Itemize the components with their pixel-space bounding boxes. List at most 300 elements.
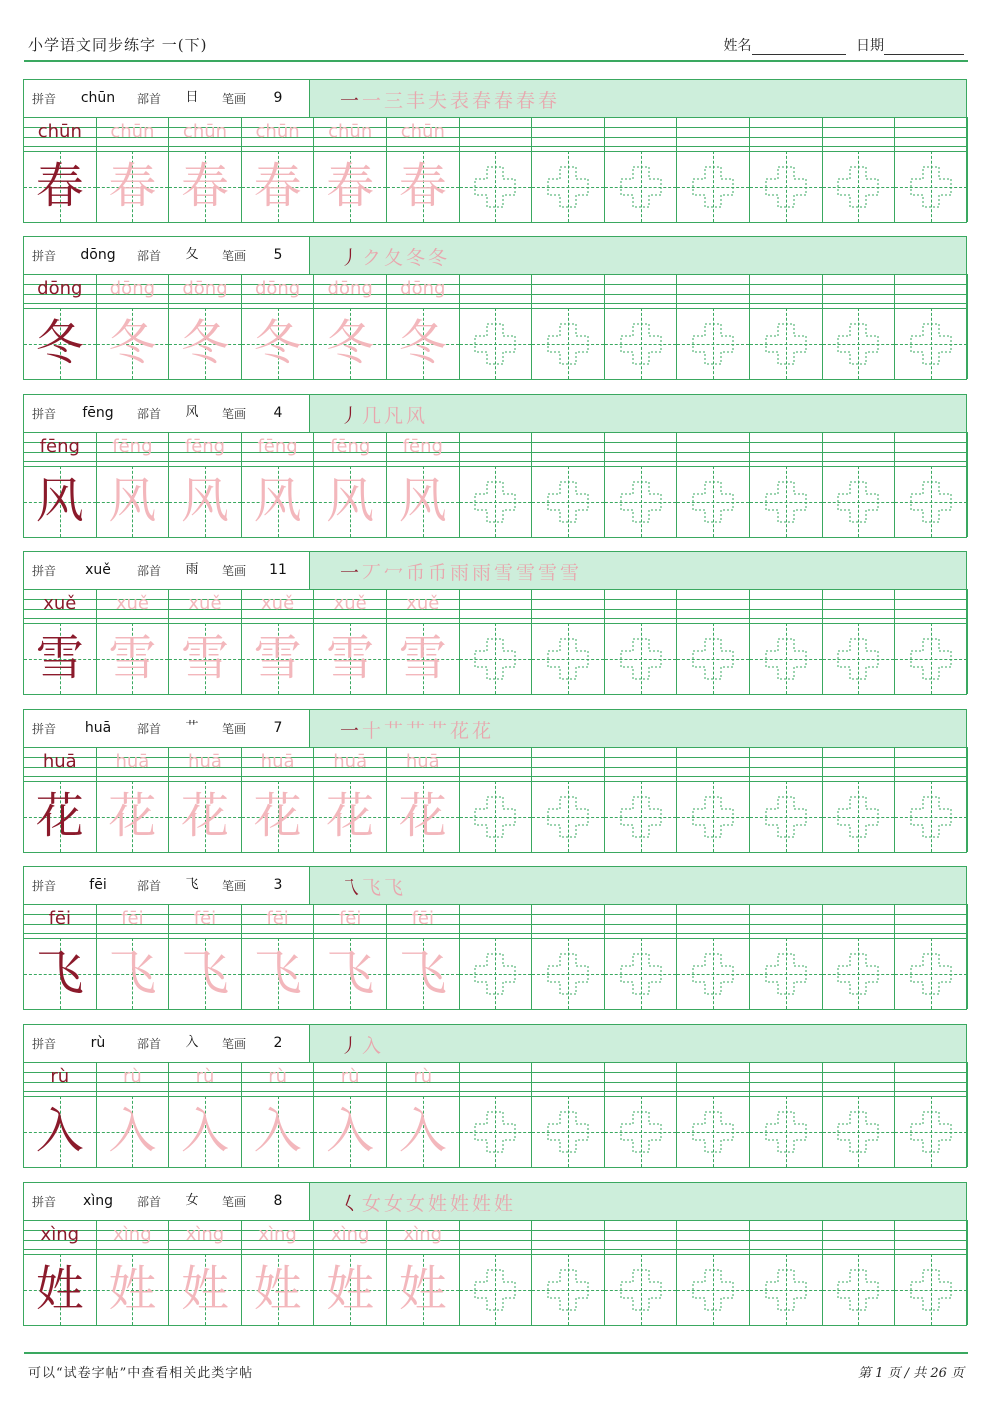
writing-cell[interactable]	[677, 151, 750, 222]
pinyin-blank-cell[interactable]	[677, 904, 750, 938]
cross-guide-icon	[691, 952, 735, 996]
pinyin-trace: fēi	[314, 904, 387, 938]
pinyin-trace: fēng	[314, 432, 387, 466]
radical-label: 部首	[137, 1195, 162, 1209]
stroke-order-strip	[309, 710, 966, 747]
trace-character: 冬	[398, 315, 447, 371]
writing-cell[interactable]	[460, 938, 533, 1009]
pinyin-blank-cell[interactable]	[460, 1062, 533, 1096]
writing-cell	[97, 781, 170, 852]
writing-cell	[387, 1096, 460, 1167]
pinyin-trace: chūn	[97, 117, 170, 151]
pinyin-blank-cell[interactable]	[460, 589, 533, 623]
cross-guide-icon	[764, 637, 808, 681]
pinyin-trace: huā	[242, 747, 315, 781]
pinyin-trace: fēng	[97, 432, 170, 466]
writing-cell[interactable]	[750, 781, 823, 852]
pinyin-box: rù	[67, 1030, 129, 1056]
trace-character: 春	[326, 158, 375, 214]
trace-character: 风	[398, 473, 447, 529]
writing-cell[interactable]	[460, 781, 533, 852]
writing-cell	[24, 1254, 97, 1325]
page-number: 第 1 页 / 共 26 页	[858, 1366, 964, 1381]
trace-character: 姓	[398, 1261, 447, 1317]
cross-guide-icon	[619, 795, 663, 839]
trace-character: 风	[326, 473, 375, 529]
character-info-bar	[24, 1183, 966, 1221]
writing-cell[interactable]	[460, 308, 533, 379]
stroke-count-box: 11	[257, 557, 299, 583]
trace-character: 风	[253, 473, 302, 529]
writing-cell[interactable]	[677, 308, 750, 379]
stroke-count-label: 笔画	[222, 1037, 247, 1051]
writing-cell[interactable]	[605, 938, 678, 1009]
pinyin-trace: fēng	[169, 432, 242, 466]
writing-cell[interactable]	[895, 308, 968, 379]
writing-cell	[242, 938, 315, 1009]
pinyin-blank-cell[interactable]	[532, 747, 605, 781]
pinyin-blank-cell[interactable]	[460, 432, 533, 466]
pinyin-blank-cell[interactable]	[460, 1220, 533, 1254]
character-block	[23, 1182, 967, 1326]
model-character: 春	[35, 158, 84, 214]
cross-guide-icon	[619, 1268, 663, 1312]
pinyin-trace: huā	[169, 747, 242, 781]
pinyin-blank-cell[interactable]	[532, 589, 605, 623]
pinyin-blank-cell[interactable]	[460, 747, 533, 781]
character-row	[24, 1254, 966, 1325]
pinyin-blank-cell[interactable]	[677, 432, 750, 466]
writing-cell[interactable]	[895, 1254, 968, 1325]
trace-character: 风	[180, 473, 229, 529]
pinyin-trace: dōng	[169, 274, 242, 308]
pinyin-blank-cell[interactable]	[750, 1220, 823, 1254]
stroke-order-sequence: 𡿨女女女姓姓姓姓	[340, 1193, 517, 1215]
pinyin-blank-cell[interactable]	[750, 432, 823, 466]
pinyin-blank-cell[interactable]	[532, 117, 605, 151]
cross-guide-icon	[764, 165, 808, 209]
cross-guide-icon	[909, 322, 953, 366]
stroke-order-strip	[309, 395, 966, 432]
pinyin-blank-cell[interactable]	[823, 432, 896, 466]
trace-character: 姓	[180, 1261, 229, 1317]
pinyin-trace: fēi	[169, 904, 242, 938]
writing-cell[interactable]	[895, 781, 968, 852]
writing-cell[interactable]	[823, 151, 896, 222]
writing-cell	[97, 151, 170, 222]
pinyin-blank-cell[interactable]	[750, 1062, 823, 1096]
stroke-count-box: 5	[257, 242, 299, 268]
trace-character: 入	[180, 1103, 229, 1159]
cross-guide-icon	[473, 1110, 517, 1154]
cross-guide-icon	[546, 637, 590, 681]
cross-guide-icon	[619, 1110, 663, 1154]
writing-cell	[314, 623, 387, 694]
cross-guide-icon	[909, 165, 953, 209]
writing-cell[interactable]	[677, 1096, 750, 1167]
stroke-count-label: 笔画	[222, 407, 247, 421]
writing-cell[interactable]	[605, 1254, 678, 1325]
writing-cell[interactable]	[460, 151, 533, 222]
writing-cell[interactable]	[460, 623, 533, 694]
pinyin-blank-cell[interactable]	[677, 747, 750, 781]
trace-character: 雪	[253, 630, 302, 686]
trace-character: 花	[398, 788, 447, 844]
pinyin-blank-cell[interactable]	[677, 117, 750, 151]
writing-cell[interactable]	[532, 781, 605, 852]
trace-character: 飞	[253, 945, 302, 1001]
cross-guide-icon	[546, 480, 590, 524]
writing-cell	[24, 466, 97, 537]
name-blank[interactable]	[752, 40, 846, 55]
pinyin-row	[24, 1220, 966, 1255]
pinyin-blank-cell[interactable]	[677, 274, 750, 308]
pinyin-blank-cell[interactable]	[532, 904, 605, 938]
writing-cell	[97, 466, 170, 537]
writing-cell[interactable]	[460, 1096, 533, 1167]
pinyin-trace: chūn	[314, 117, 387, 151]
pinyin-blank-cell[interactable]	[750, 747, 823, 781]
cross-guide-icon	[546, 1110, 590, 1154]
writing-cell[interactable]	[605, 781, 678, 852]
cross-guide-icon	[764, 1110, 808, 1154]
cross-guide-icon	[764, 322, 808, 366]
stroke-count-label: 笔画	[222, 249, 247, 263]
pinyin-blank-cell[interactable]	[677, 1220, 750, 1254]
pinyin-model: fēng	[24, 432, 97, 466]
pinyin-blank-cell[interactable]	[823, 274, 896, 308]
writing-cell	[242, 623, 315, 694]
trace-character: 冬	[180, 315, 229, 371]
cross-guide-icon	[909, 795, 953, 839]
model-character: 冬	[35, 315, 84, 371]
pinyin-blank-cell[interactable]	[895, 1062, 968, 1096]
writing-cell[interactable]	[677, 781, 750, 852]
writing-cell[interactable]	[605, 308, 678, 379]
pinyin-blank-cell[interactable]	[677, 589, 750, 623]
writing-cell[interactable]	[532, 151, 605, 222]
pinyin-blank-cell[interactable]	[895, 432, 968, 466]
cross-guide-icon	[691, 165, 735, 209]
pinyin-box: huā	[67, 715, 129, 741]
pinyin-trace: fēng	[387, 432, 460, 466]
pinyin-blank-cell[interactable]	[823, 747, 896, 781]
radical-label: 部首	[137, 879, 162, 893]
writing-cell[interactable]	[605, 466, 678, 537]
pinyin-model: chūn	[24, 117, 97, 151]
character-info-bar	[24, 710, 966, 748]
trace-character: 飞	[108, 945, 157, 1001]
cross-guide-icon	[909, 952, 953, 996]
pinyin-blank-cell[interactable]	[750, 274, 823, 308]
cross-guide-icon	[764, 1268, 808, 1312]
cross-guide-icon	[546, 1268, 590, 1312]
pinyin-blank-cell[interactable]	[823, 117, 896, 151]
stroke-order-sequence: 一十艹艹艹花花	[340, 720, 495, 742]
cross-guide-icon	[473, 795, 517, 839]
radical-label: 部首	[137, 407, 162, 421]
radical-box: 风	[172, 400, 212, 426]
writing-cell	[24, 938, 97, 1009]
cross-guide-icon	[909, 637, 953, 681]
character-block	[23, 551, 967, 695]
pinyin-blank-cell[interactable]	[677, 1062, 750, 1096]
pinyin-trace: rù	[169, 1062, 242, 1096]
trace-character: 雪	[108, 630, 157, 686]
writing-cell[interactable]	[895, 1096, 968, 1167]
writing-cell[interactable]	[750, 466, 823, 537]
pinyin-trace: dōng	[387, 274, 460, 308]
radical-box: 日	[172, 85, 212, 111]
model-character: 入	[35, 1103, 84, 1159]
writing-cell[interactable]	[460, 1254, 533, 1325]
radical-box: 女	[172, 1188, 212, 1214]
writing-cell[interactable]	[823, 938, 896, 1009]
stroke-order-sequence: 一一三丰夫表春春春春	[340, 90, 561, 112]
writing-cell[interactable]	[750, 1096, 823, 1167]
pinyin-model: dōng	[24, 274, 97, 308]
writing-cell[interactable]	[605, 151, 678, 222]
pinyin-label: 拼音	[32, 879, 57, 893]
trace-character: 花	[253, 788, 302, 844]
writing-cell[interactable]	[823, 1254, 896, 1325]
pinyin-blank-cell[interactable]	[460, 274, 533, 308]
trace-character: 飞	[398, 945, 447, 1001]
pinyin-label: 拼音	[32, 249, 57, 263]
date-blank[interactable]	[884, 40, 964, 55]
pinyin-trace: xìng	[169, 1220, 242, 1254]
model-character: 雪	[35, 630, 84, 686]
pinyin-trace: xuě	[242, 589, 315, 623]
pinyin-trace: rù	[97, 1062, 170, 1096]
stroke-order-sequence: 丿ク夂冬冬	[340, 247, 451, 269]
model-character: 姓	[35, 1261, 84, 1317]
pinyin-blank-cell[interactable]	[605, 1062, 678, 1096]
stroke-order-strip	[309, 552, 966, 589]
writing-cell	[24, 1096, 97, 1167]
cross-guide-icon	[473, 480, 517, 524]
stroke-order-strip	[309, 1183, 966, 1220]
stroke-count-box: 8	[257, 1188, 299, 1214]
pinyin-blank-cell[interactable]	[895, 904, 968, 938]
pinyin-model: rù	[24, 1062, 97, 1096]
pinyin-blank-cell[interactable]	[895, 747, 968, 781]
pinyin-blank-cell[interactable]	[532, 432, 605, 466]
cross-guide-icon	[546, 795, 590, 839]
writing-cell[interactable]	[460, 466, 533, 537]
trace-character: 花	[326, 788, 375, 844]
pinyin-trace: fēng	[242, 432, 315, 466]
name-label: 姓名	[723, 38, 752, 54]
pinyin-trace: huā	[97, 747, 170, 781]
stroke-count-box: 2	[257, 1030, 299, 1056]
cross-guide-icon	[619, 637, 663, 681]
character-row	[24, 151, 966, 222]
page-header	[24, 30, 968, 62]
writing-cell[interactable]	[677, 938, 750, 1009]
stroke-count-label: 笔画	[222, 564, 247, 578]
writing-cell[interactable]	[677, 1254, 750, 1325]
writing-cell[interactable]	[532, 1254, 605, 1325]
cross-guide-icon	[546, 165, 590, 209]
writing-cell[interactable]	[823, 1096, 896, 1167]
writing-cell	[242, 781, 315, 852]
writing-cell[interactable]	[532, 623, 605, 694]
writing-cell[interactable]	[823, 466, 896, 537]
stroke-order-strip	[309, 237, 966, 274]
writing-cell	[169, 308, 242, 379]
writing-cell	[242, 151, 315, 222]
writing-cell[interactable]	[895, 466, 968, 537]
pinyin-blank-cell[interactable]	[895, 117, 968, 151]
cross-guide-icon	[546, 952, 590, 996]
radical-label: 部首	[137, 564, 162, 578]
pinyin-blank-cell[interactable]	[605, 589, 678, 623]
stroke-count-label: 笔画	[222, 879, 247, 893]
trace-character: 雪	[326, 630, 375, 686]
character-block	[23, 236, 967, 380]
trace-character: 入	[253, 1103, 302, 1159]
trace-character: 雪	[398, 630, 447, 686]
cross-guide-icon	[909, 1268, 953, 1312]
pinyin-blank-cell[interactable]	[605, 432, 678, 466]
trace-character: 风	[108, 473, 157, 529]
writing-cell	[387, 623, 460, 694]
pinyin-trace: xìng	[242, 1220, 315, 1254]
trace-character: 冬	[253, 315, 302, 371]
writing-cell[interactable]	[750, 1254, 823, 1325]
pinyin-trace: dōng	[97, 274, 170, 308]
writing-cell[interactable]	[605, 1096, 678, 1167]
writing-cell	[24, 623, 97, 694]
pinyin-box: xìng	[67, 1188, 129, 1214]
writing-cell	[242, 1254, 315, 1325]
writing-cell[interactable]	[677, 623, 750, 694]
pinyin-blank-cell[interactable]	[750, 117, 823, 151]
character-block	[23, 709, 967, 853]
stroke-count-label: 笔画	[222, 722, 247, 736]
trace-character: 花	[180, 788, 229, 844]
pinyin-trace: fēi	[387, 904, 460, 938]
writing-cell[interactable]	[750, 308, 823, 379]
name-date-fields	[724, 35, 964, 55]
writing-cell[interactable]	[895, 623, 968, 694]
trace-character: 花	[108, 788, 157, 844]
character-row	[24, 938, 966, 1009]
writing-cell[interactable]	[532, 1096, 605, 1167]
radical-label: 部首	[137, 92, 162, 106]
writing-cell[interactable]	[532, 308, 605, 379]
writing-cell[interactable]	[750, 938, 823, 1009]
pinyin-blank-cell[interactable]	[750, 589, 823, 623]
pinyin-blank-cell[interactable]	[895, 589, 968, 623]
cross-guide-icon	[619, 322, 663, 366]
cross-guide-icon	[836, 480, 880, 524]
writing-cell[interactable]	[677, 466, 750, 537]
writing-cell	[169, 781, 242, 852]
cross-guide-icon	[473, 637, 517, 681]
writing-cell[interactable]	[750, 623, 823, 694]
cross-guide-icon	[691, 480, 735, 524]
character-info-bar	[24, 1025, 966, 1063]
pinyin-box: chūn	[67, 85, 129, 111]
pinyin-model: fēi	[24, 904, 97, 938]
radical-label: 部首	[137, 1037, 162, 1051]
pinyin-trace: fēi	[242, 904, 315, 938]
pinyin-row	[24, 589, 966, 624]
trace-character: 姓	[326, 1261, 375, 1317]
cross-guide-icon	[546, 322, 590, 366]
pinyin-trace: xìng	[387, 1220, 460, 1254]
writing-cell[interactable]	[532, 938, 605, 1009]
stroke-order-strip	[309, 80, 966, 117]
pinyin-blank-cell[interactable]	[460, 117, 533, 151]
radical-label: 部首	[137, 722, 162, 736]
writing-cell	[242, 466, 315, 537]
pinyin-blank-cell[interactable]	[750, 904, 823, 938]
writing-cell[interactable]	[895, 938, 968, 1009]
pinyin-row	[24, 1062, 966, 1097]
radical-box: 入	[172, 1030, 212, 1056]
writing-cell[interactable]	[605, 623, 678, 694]
writing-cell[interactable]	[750, 151, 823, 222]
pinyin-blank-cell[interactable]	[532, 1062, 605, 1096]
pinyin-blank-cell[interactable]	[532, 274, 605, 308]
pinyin-label: 拼音	[32, 1037, 57, 1051]
stroke-order-sequence: 乁飞飞	[340, 877, 407, 899]
pinyin-blank-cell[interactable]	[823, 1062, 896, 1096]
pinyin-blank-cell[interactable]	[605, 747, 678, 781]
pinyin-blank-cell[interactable]	[895, 274, 968, 308]
pinyin-label: 拼音	[32, 722, 57, 736]
pinyin-trace: xìng	[314, 1220, 387, 1254]
pinyin-blank-cell[interactable]	[823, 1220, 896, 1254]
pinyin-blank-cell[interactable]	[605, 274, 678, 308]
pinyin-blank-cell[interactable]	[605, 117, 678, 151]
cross-guide-icon	[836, 322, 880, 366]
pinyin-blank-cell[interactable]	[823, 904, 896, 938]
trace-character: 飞	[180, 945, 229, 1001]
pinyin-trace: chūn	[387, 117, 460, 151]
pinyin-box: fēi	[67, 872, 129, 898]
radical-box: 雨	[172, 557, 212, 583]
model-character: 飞	[35, 945, 84, 1001]
writing-cell	[314, 1096, 387, 1167]
stroke-order-strip	[309, 1025, 966, 1062]
character-block	[23, 79, 967, 223]
pinyin-blank-cell[interactable]	[460, 904, 533, 938]
pinyin-blank-cell[interactable]	[823, 589, 896, 623]
cross-guide-icon	[764, 795, 808, 839]
pinyin-blank-cell[interactable]	[605, 904, 678, 938]
pinyin-row	[24, 274, 966, 309]
cross-guide-icon	[836, 1110, 880, 1154]
writing-cell[interactable]	[823, 781, 896, 852]
writing-cell[interactable]	[532, 466, 605, 537]
pinyin-trace: rù	[387, 1062, 460, 1096]
cross-guide-icon	[764, 480, 808, 524]
pinyin-blank-cell[interactable]	[605, 1220, 678, 1254]
pinyin-blank-cell[interactable]	[532, 1220, 605, 1254]
writing-cell[interactable]	[823, 308, 896, 379]
writing-cell	[97, 1096, 170, 1167]
writing-cell[interactable]	[895, 151, 968, 222]
cross-guide-icon	[764, 952, 808, 996]
pinyin-blank-cell[interactable]	[895, 1220, 968, 1254]
writing-cell[interactable]	[823, 623, 896, 694]
model-character: 花	[35, 788, 84, 844]
stroke-count-label: 笔画	[222, 92, 247, 106]
